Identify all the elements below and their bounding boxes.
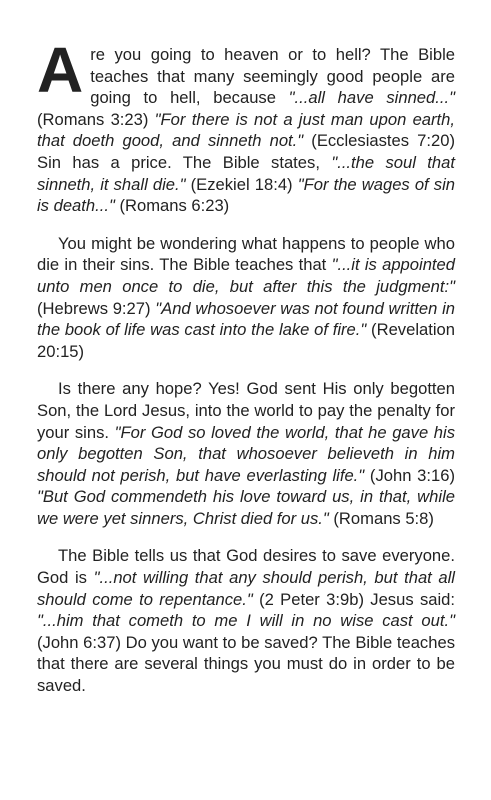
scripture-quote: "...not willing that any should perish, but that all should come to repentance." bbox=[37, 568, 455, 609]
text-run: re you going to heaven or to hell? The Bible teaches that many seemingly good people are going to hell, because bbox=[90, 45, 455, 108]
scripture-quote: "For the wages of sin is death..." bbox=[37, 174, 455, 216]
text-run: The Bible tells us that God desires to save everyone. God is bbox=[37, 546, 455, 588]
text-run: (Hebrews 9:27) bbox=[37, 298, 156, 318]
paragraph-3 bbox=[37, 378, 455, 529]
scripture-quote: "And whosoever was not found written in the book of life was cast into the lake of fire." bbox=[37, 298, 455, 340]
scripture-quote: "...all have sinned..." bbox=[288, 88, 455, 108]
text-run: Is there any hope? Yes! God sent His only begotten Son, the Lord Jesus, into the world to pay the penalty for your sins. bbox=[37, 379, 455, 442]
paragraph-4 bbox=[37, 545, 455, 696]
paragraph-1 bbox=[37, 34, 456, 217]
text-run: (Romans 6:23) bbox=[114, 196, 230, 216]
text-run: (John 3:16) bbox=[364, 465, 455, 485]
drop-cap-letter: A bbox=[37, 34, 84, 106]
scripture-quote: "But God commendeth his love toward us, in that, while we were yet sinners, Christ died for us." bbox=[37, 487, 455, 528]
scripture-quote: "For God so loved the world, that he gave his only begotten Son, that whosoever believeth in him should not perish, but have everlasting life." bbox=[37, 422, 456, 485]
text-run: (Ezekiel 18:4) bbox=[185, 174, 298, 194]
text-run: You might be wondering what happens to people who die in their sins. The Bible teaches that bbox=[37, 233, 455, 275]
scripture-quote: "For there is not a just man upon earth, that doeth good, and sinneth not." bbox=[37, 109, 456, 151]
text-run: (Romans 3:23) bbox=[37, 109, 155, 129]
text-run: (2 Peter 3:9b) Jesus said: bbox=[252, 589, 455, 609]
paragraph-2 bbox=[37, 233, 455, 363]
text-run: (Ecclesiastes 7:20) Sin has a price. The Bible states, bbox=[37, 131, 455, 172]
document-page bbox=[37, 34, 456, 713]
text-run: (John 6:37) Do you want to be saved? The Bible teaches that there are several things you must do in order to be saved. bbox=[37, 632, 455, 696]
scripture-quote: "...him that cometh to me I will in no wise cast out." bbox=[37, 611, 455, 631]
text-run: (Revelation 20:15) bbox=[37, 320, 455, 361]
scripture-quote: "...it is appointed unto men once to die, but after this the judgment:" bbox=[37, 255, 455, 296]
text-run: (Romans 5:8) bbox=[328, 508, 434, 528]
scripture-quote: "...the soul that sinneth, it shall die." bbox=[37, 152, 455, 194]
